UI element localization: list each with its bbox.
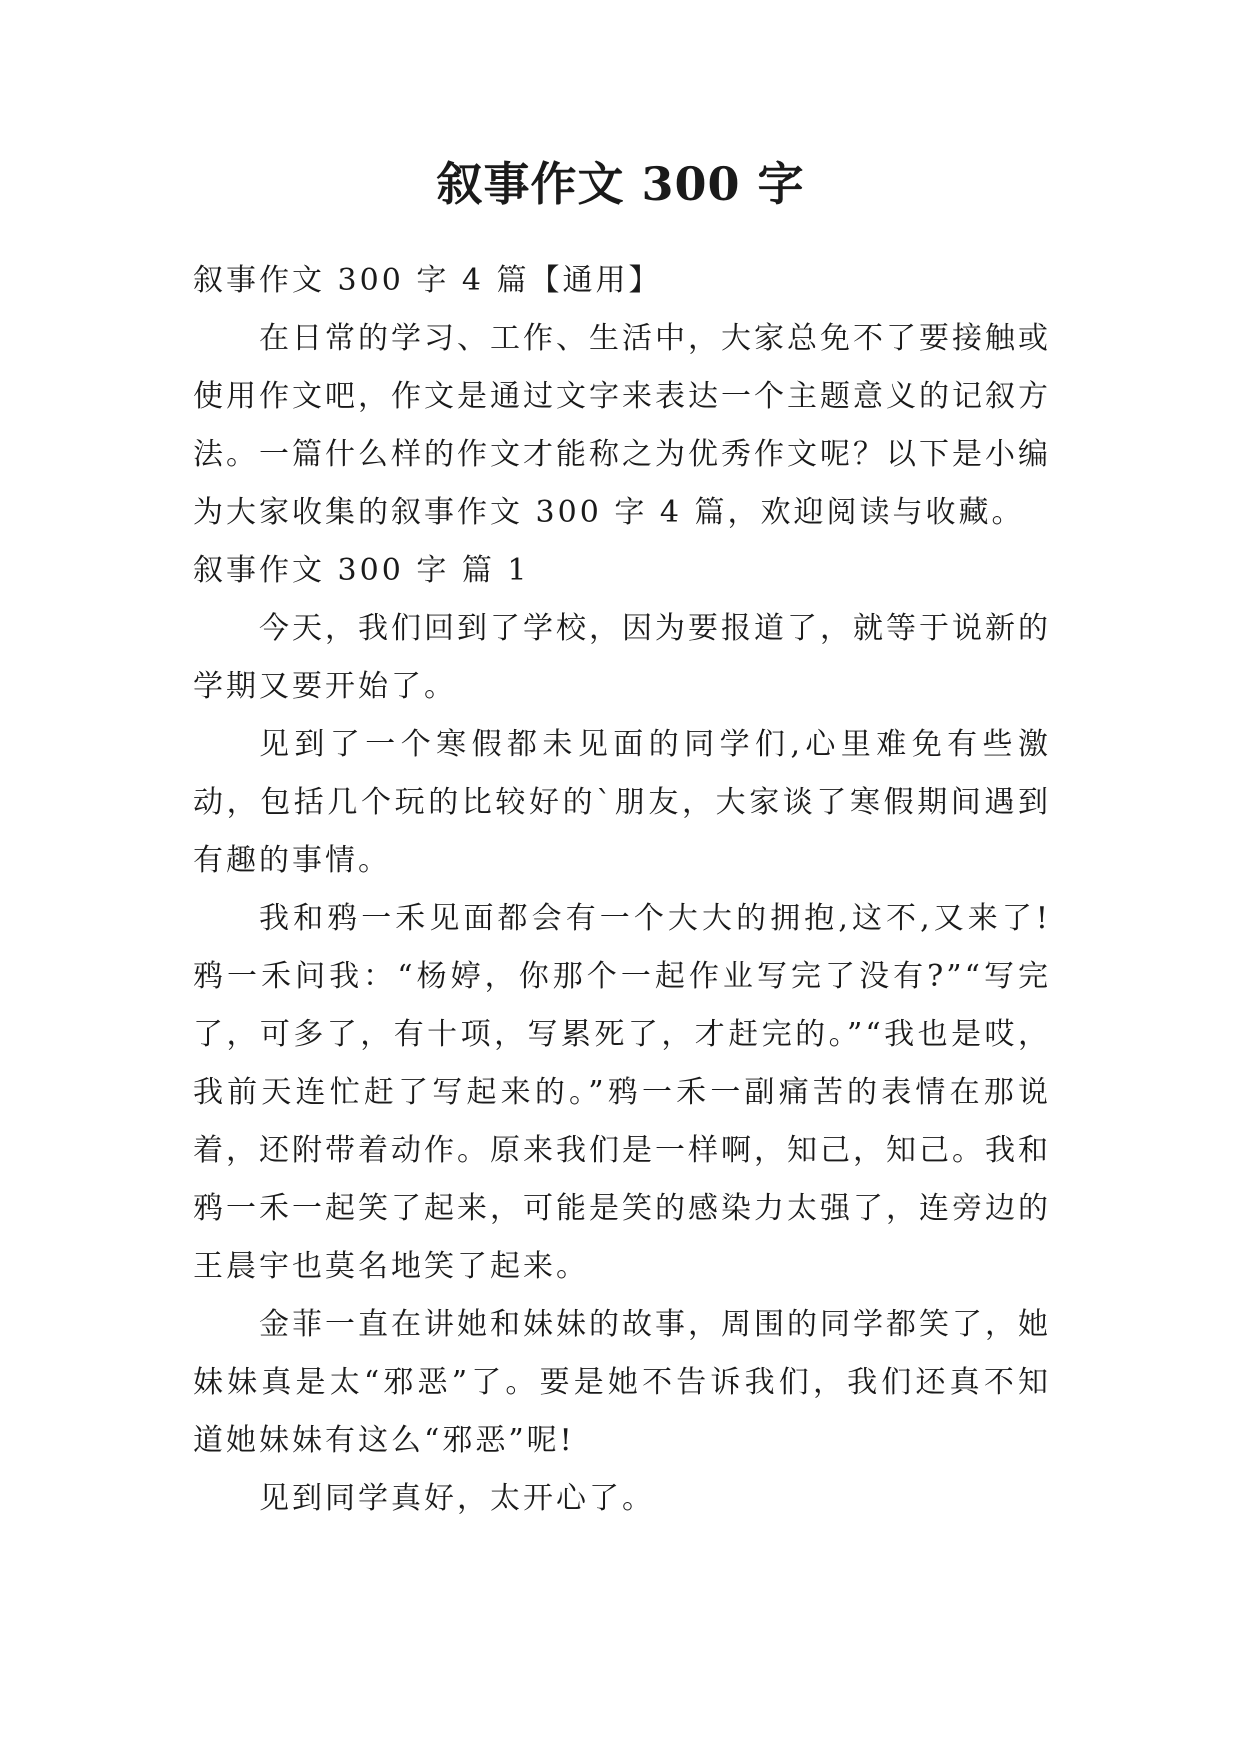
intro-paragraph: 在日常的学习、工作、生活中，大家总免不了要接触或使用作文吧，作文是通过文字来表达一个主题意义的记叙方法。一篇什么样的作文才能称之为优秀作文呢？以下是小编为大家收集的叙事作文 300 字 4 篇，欢迎阅读与收藏。 bbox=[193, 321, 1051, 530]
body-paragraph: 今天，我们回到了学校，因为要报道了，就等于说新的学期又要开始了。 bbox=[193, 611, 1051, 704]
body-paragraph: 见到同学真好，太开心了。 bbox=[259, 1481, 655, 1516]
body-paragraph: 我和鸦一禾见面都会有一个大大的拥抱,这不,又来了!鸦一禾问我：“杨婷，你那个一起作业写完了没有?”“写完了，可多了，有十项，写累死了，才赶完的。”“我也是哎，我前天连忙赶了写起来的。”鸦一禾一副痛苦的表情在那说着，还附带着动作。原来我们是一样啊，知己，知己。我和鸦一禾一起笑了起来，可能是笑的感染力太强了，连旁边的王晨宇也莫名地笑了起来。 bbox=[193, 901, 1051, 1284]
document-body bbox=[193, 252, 1051, 1528]
document-title: 叙事作文 300 字 bbox=[436, 157, 805, 211]
body-paragraph: 见到了一个寒假都未见面的同学们,心里难免有些激动，包括几个玩的比较好的`朋友，大家谈了寒假期间遇到有趣的事情。 bbox=[193, 727, 1051, 878]
body-paragraph: 金菲一直在讲她和妹妹的故事，周围的同学都笑了，她妹妹真是太“邪恶”了。要是她不告诉我们，我们还真不知道她妹妹有这么“邪恶”呢! bbox=[193, 1307, 1051, 1458]
article-subtitle: 叙事作文 300 字 4 篇【通用】 bbox=[193, 263, 662, 298]
section-heading: 叙事作文 300 字 篇 1 bbox=[193, 553, 530, 588]
